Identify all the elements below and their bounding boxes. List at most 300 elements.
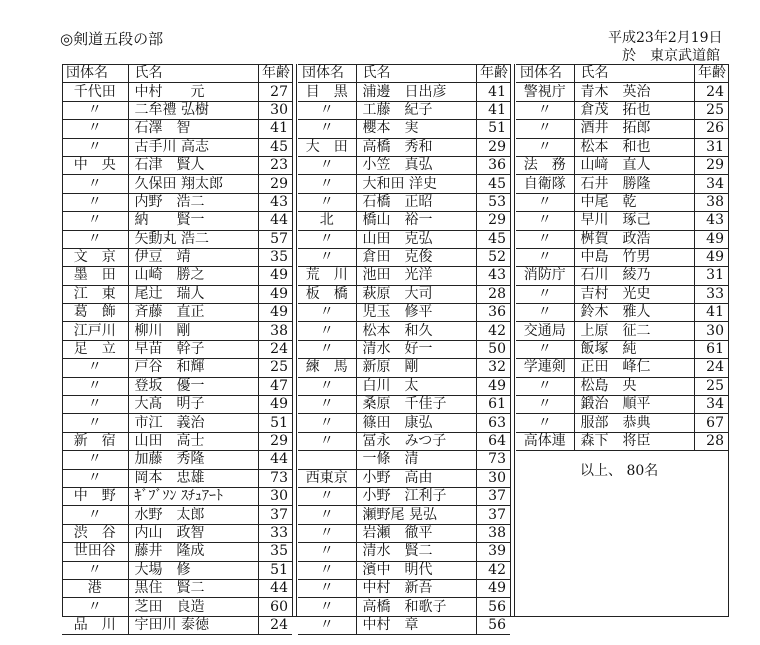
table-row [298, 432, 510, 450]
age-cell: 29 [258, 175, 292, 193]
roster-table-2 [298, 64, 510, 635]
age-cell: 30 [694, 322, 728, 340]
name-cell: 萩原 大司 [356, 285, 476, 303]
table-row [516, 396, 728, 414]
age-header: 年齢 [258, 65, 292, 83]
group-cell: 〃 [298, 487, 356, 505]
participant-total: 以上、 80名 [580, 463, 659, 479]
table-row [62, 304, 292, 322]
group-cell: 〃 [298, 396, 356, 414]
name-cell: 戸谷 和輝 [128, 359, 258, 377]
name-cell: 大髙 明子 [128, 396, 258, 414]
table-row [516, 83, 728, 101]
name-cell: 矢動丸 浩二 [128, 230, 258, 248]
group-cell: 〃 [298, 616, 356, 634]
name-cell: 石津 賢人 [128, 156, 258, 174]
table-row [516, 322, 728, 340]
name-cell: 小笠 真弘 [356, 156, 476, 174]
age-cell: 49 [476, 377, 510, 395]
age-cell: 51 [258, 414, 292, 432]
name-cell: 山崎 勝之 [128, 267, 258, 285]
group-cell: 墨 田 [62, 267, 128, 285]
age-cell: 63 [476, 414, 510, 432]
group-cell: 足 立 [62, 340, 128, 358]
table-row [298, 524, 510, 542]
group-cell: 〃 [516, 248, 574, 266]
group-cell: 〃 [62, 193, 128, 211]
table-row [298, 359, 510, 377]
name-cell: 山田 高士 [128, 432, 258, 450]
group-cell: 〃 [298, 377, 356, 395]
roster-table-3 [516, 64, 728, 451]
name-cell: 石橋 正昭 [356, 193, 476, 211]
age-cell: 34 [694, 396, 728, 414]
age-cell: 30 [258, 487, 292, 505]
name-cell: 桝賀 政浩 [574, 230, 694, 248]
group-cell: 〃 [516, 377, 574, 395]
age-cell: 29 [476, 212, 510, 230]
age-cell: 37 [476, 487, 510, 505]
age-cell: 35 [258, 248, 292, 266]
table-row [298, 83, 510, 101]
table-row [298, 561, 510, 579]
age-cell: 44 [258, 579, 292, 597]
group-cell: 品 川 [62, 616, 128, 634]
name-cell: 桑原 千佳子 [356, 396, 476, 414]
table-row [516, 138, 728, 156]
name-cell: 高橋 和歌子 [356, 598, 476, 616]
age-cell: 56 [476, 598, 510, 616]
name-cell: 古手川 高志 [128, 138, 258, 156]
group-cell: 中 野 [62, 487, 128, 505]
table-row [62, 230, 292, 248]
age-cell: 52 [476, 248, 510, 266]
name-cell: 篠田 康弘 [356, 414, 476, 432]
name-cell: 松本 和久 [356, 322, 476, 340]
group-cell: 〃 [298, 248, 356, 266]
age-cell: 49 [258, 304, 292, 322]
group-cell: 新 宿 [62, 432, 128, 450]
table-row [62, 101, 292, 119]
column-divider [296, 64, 297, 617]
name-cell: 伊豆 靖 [128, 248, 258, 266]
group-cell [298, 451, 356, 469]
group-cell: 〃 [298, 506, 356, 524]
name-cell: 宇田川 泰徳 [128, 616, 258, 634]
age-cell: 45 [258, 138, 292, 156]
group-cell: 港 [62, 579, 128, 597]
name-header: 氏名 [574, 65, 694, 83]
name-cell: 山﨑 直人 [574, 156, 694, 174]
group-cell: 〃 [298, 432, 356, 450]
name-cell: 大場 修 [128, 561, 258, 579]
group-cell: 江戸川 [62, 322, 128, 340]
name-cell: 内山 政智 [128, 524, 258, 542]
group-cell: 葛 飾 [62, 304, 128, 322]
table-row [516, 340, 728, 358]
name-cell: 石澤 智 [128, 120, 258, 138]
age-cell: 41 [476, 83, 510, 101]
group-cell: 〃 [298, 230, 356, 248]
group-cell: 〃 [298, 101, 356, 119]
name-cell: 新原 剛 [356, 359, 476, 377]
name-cell: 青木 英治 [574, 83, 694, 101]
age-cell: 29 [258, 432, 292, 450]
name-cell: 清水 好一 [356, 340, 476, 358]
table-row [62, 212, 292, 230]
age-cell: 30 [476, 469, 510, 487]
age-cell: 38 [476, 524, 510, 542]
group-cell: 〃 [62, 561, 128, 579]
age-header: 年齢 [694, 65, 728, 83]
name-cell: 中島 竹男 [574, 248, 694, 266]
table-row [62, 340, 292, 358]
table-row [62, 579, 292, 597]
name-cell: 櫻本 実 [356, 120, 476, 138]
table-row [298, 598, 510, 616]
name-cell: 岡本 忠雄 [128, 469, 258, 487]
group-cell: 〃 [516, 304, 574, 322]
age-cell: 28 [476, 285, 510, 303]
name-cell: 中村 章 [356, 616, 476, 634]
group-cell: 大 田 [298, 138, 356, 156]
group-cell: 荒 川 [298, 267, 356, 285]
group-cell: 〃 [298, 304, 356, 322]
table-row [516, 248, 728, 266]
table-row [62, 561, 292, 579]
group-cell: 板 橋 [298, 285, 356, 303]
event-venue: 於 東京武道館 [622, 48, 720, 64]
name-cell: 森下 将臣 [574, 432, 694, 450]
table-row [62, 193, 292, 211]
table-row [298, 377, 510, 395]
table-row [298, 212, 510, 230]
table-header-row [298, 65, 510, 83]
group-cell: 〃 [516, 212, 574, 230]
name-cell: 橋山 裕一 [356, 212, 476, 230]
table-row [298, 120, 510, 138]
table-row [516, 212, 728, 230]
group-cell: 〃 [62, 120, 128, 138]
group-cell: 文 京 [62, 248, 128, 266]
name-cell: 大和田 洋史 [356, 175, 476, 193]
name-cell: ｷﾞﾌﾞｿﾝ ｽﾁｭｱｰﾄ [128, 487, 258, 505]
table-row [298, 451, 510, 469]
group-cell: 〃 [62, 359, 128, 377]
table-row [298, 304, 510, 322]
age-cell: 44 [258, 451, 292, 469]
age-cell: 36 [476, 156, 510, 174]
age-cell: 49 [258, 267, 292, 285]
table-row [298, 340, 510, 358]
name-cell: 白川 太 [356, 377, 476, 395]
table-row [516, 175, 728, 193]
group-cell: 〃 [298, 414, 356, 432]
age-cell: 23 [258, 156, 292, 174]
table-row [298, 193, 510, 211]
name-cell: 石井 勝隆 [574, 175, 694, 193]
age-cell: 33 [694, 285, 728, 303]
age-cell: 24 [694, 359, 728, 377]
name-cell: 鈴木 雅人 [574, 304, 694, 322]
age-cell: 29 [476, 138, 510, 156]
name-cell: 小野 高由 [356, 469, 476, 487]
name-cell: 冨永 みつ子 [356, 432, 476, 450]
group-cell: 〃 [62, 138, 128, 156]
age-cell: 45 [476, 175, 510, 193]
group-header: 団体名 [62, 65, 128, 83]
table-row [62, 524, 292, 542]
group-cell: 〃 [298, 193, 356, 211]
name-cell: 斉藤 直正 [128, 304, 258, 322]
group-cell: 学連剣 [516, 359, 574, 377]
group-cell: 〃 [298, 561, 356, 579]
name-cell: 瀬野尾 晃弘 [356, 506, 476, 524]
name-cell: 加藤 秀隆 [128, 451, 258, 469]
name-cell: 内野 浩二 [128, 193, 258, 211]
table-row [298, 322, 510, 340]
group-header: 団体名 [516, 65, 574, 83]
group-cell: 法 務 [516, 156, 574, 174]
table-row [62, 469, 292, 487]
table-row [62, 322, 292, 340]
name-cell: 正田 峰仁 [574, 359, 694, 377]
name-cell: 納 賢一 [128, 212, 258, 230]
group-cell: 〃 [298, 322, 356, 340]
name-cell: 池田 光洋 [356, 267, 476, 285]
age-cell: 36 [476, 304, 510, 322]
name-cell: 工藤 紀子 [356, 101, 476, 119]
table-row [62, 616, 292, 634]
group-cell: 警視庁 [516, 83, 574, 101]
name-cell: 久保田 翔太郎 [128, 175, 258, 193]
group-cell: 渋 谷 [62, 524, 128, 542]
age-cell: 49 [258, 396, 292, 414]
table-row [62, 267, 292, 285]
name-cell: 市江 義治 [128, 414, 258, 432]
group-cell: 〃 [516, 120, 574, 138]
table-row [298, 579, 510, 597]
roster-table-1 [62, 64, 292, 635]
name-cell: 藤井 隆成 [128, 543, 258, 561]
table-row [298, 267, 510, 285]
name-cell: 松本 和也 [574, 138, 694, 156]
group-cell: 世田谷 [62, 543, 128, 561]
table-row [62, 175, 292, 193]
name-cell: 吉村 光史 [574, 285, 694, 303]
table-row [62, 598, 292, 616]
name-cell: 中村 元 [128, 83, 258, 101]
age-cell: 25 [258, 359, 292, 377]
table-row [516, 359, 728, 377]
age-cell: 39 [476, 543, 510, 561]
name-cell: 上原 征二 [574, 322, 694, 340]
name-cell: 柳川 剛 [128, 322, 258, 340]
age-cell: 67 [694, 414, 728, 432]
age-cell: 34 [694, 175, 728, 193]
name-cell: 二牟禮 弘樹 [128, 101, 258, 119]
table-header-row [516, 65, 728, 83]
page-title: ◎剣道五段の部 [60, 30, 164, 48]
table-row [62, 451, 292, 469]
name-cell: 倉田 克俊 [356, 248, 476, 266]
table-row [298, 248, 510, 266]
age-cell: 60 [258, 598, 292, 616]
group-cell: 〃 [516, 414, 574, 432]
group-cell: 交通局 [516, 322, 574, 340]
name-cell: 酒井 拓郎 [574, 120, 694, 138]
age-cell: 42 [476, 561, 510, 579]
table-row [62, 359, 292, 377]
age-cell: 30 [258, 101, 292, 119]
group-cell: 〃 [516, 285, 574, 303]
table-row [516, 377, 728, 395]
group-cell: 中 央 [62, 156, 128, 174]
name-cell: 高橋 秀和 [356, 138, 476, 156]
name-cell: 小野 江利子 [356, 487, 476, 505]
table-row [62, 487, 292, 505]
group-cell: 自衛隊 [516, 175, 574, 193]
age-cell: 73 [476, 451, 510, 469]
table-row [516, 193, 728, 211]
table-row [298, 101, 510, 119]
group-cell: 〃 [62, 414, 128, 432]
age-cell: 42 [476, 322, 510, 340]
group-cell: 目 黒 [298, 83, 356, 101]
group-cell: 〃 [62, 212, 128, 230]
age-cell: 31 [694, 138, 728, 156]
table-row [298, 506, 510, 524]
table-row [62, 543, 292, 561]
age-cell: 64 [476, 432, 510, 450]
name-header: 氏名 [128, 65, 258, 83]
table-row [298, 543, 510, 561]
name-cell: 児玉 修平 [356, 304, 476, 322]
name-cell: 鍛治 順平 [574, 396, 694, 414]
age-cell: 33 [258, 524, 292, 542]
table-row [516, 156, 728, 174]
frame-right-border [728, 64, 729, 617]
name-cell: 石川 綾乃 [574, 267, 694, 285]
age-cell: 38 [694, 193, 728, 211]
age-cell: 31 [694, 267, 728, 285]
name-cell: 濱中 明代 [356, 561, 476, 579]
table-row [516, 120, 728, 138]
table-row [516, 230, 728, 248]
group-cell: 〃 [62, 506, 128, 524]
table-row [62, 432, 292, 450]
name-cell: 倉茂 拓也 [574, 101, 694, 119]
table-row [62, 248, 292, 266]
age-cell: 41 [694, 304, 728, 322]
table-row [62, 138, 292, 156]
age-cell: 57 [258, 230, 292, 248]
group-cell: 〃 [298, 579, 356, 597]
age-cell: 41 [258, 120, 292, 138]
group-cell: 〃 [62, 469, 128, 487]
age-cell: 28 [694, 432, 728, 450]
name-cell: 服部 恭典 [574, 414, 694, 432]
column-divider [510, 64, 511, 617]
table-row [516, 285, 728, 303]
table-row [516, 432, 728, 450]
table-row [516, 101, 728, 119]
age-cell: 32 [476, 359, 510, 377]
table-row [62, 156, 292, 174]
group-cell: 〃 [62, 101, 128, 119]
name-cell: 早苗 幹子 [128, 340, 258, 358]
group-cell: 消防庁 [516, 267, 574, 285]
table-row [516, 267, 728, 285]
group-cell: 練 馬 [298, 359, 356, 377]
group-cell: 江 東 [62, 285, 128, 303]
group-cell: 〃 [62, 175, 128, 193]
group-cell: 高体連 [516, 432, 574, 450]
group-cell: 〃 [516, 340, 574, 358]
age-cell: 56 [476, 616, 510, 634]
name-cell: 山田 克弘 [356, 230, 476, 248]
table-row [62, 506, 292, 524]
name-header: 氏名 [356, 65, 476, 83]
age-cell: 73 [258, 469, 292, 487]
age-cell: 25 [694, 101, 728, 119]
table-row [298, 230, 510, 248]
table-row [298, 616, 510, 634]
table-row [298, 396, 510, 414]
group-cell: 〃 [298, 340, 356, 358]
age-cell: 50 [476, 340, 510, 358]
group-cell: 〃 [62, 396, 128, 414]
group-cell: 〃 [298, 156, 356, 174]
age-cell: 49 [476, 579, 510, 597]
age-cell: 25 [694, 377, 728, 395]
age-cell: 24 [258, 616, 292, 634]
group-cell: 〃 [516, 396, 574, 414]
table-row [298, 175, 510, 193]
age-cell: 53 [476, 193, 510, 211]
table-row [62, 377, 292, 395]
age-cell: 29 [694, 156, 728, 174]
age-cell: 61 [694, 340, 728, 358]
group-cell: 〃 [298, 524, 356, 542]
table-row [298, 414, 510, 432]
name-cell: 水野 太郎 [128, 506, 258, 524]
name-cell: 登坂 優一 [128, 377, 258, 395]
age-cell: 41 [476, 101, 510, 119]
table-row [62, 285, 292, 303]
age-cell: 49 [258, 285, 292, 303]
group-cell: 〃 [62, 451, 128, 469]
group-cell: 〃 [62, 598, 128, 616]
table-row [298, 469, 510, 487]
column-divider [292, 64, 293, 617]
group-cell: 〃 [298, 598, 356, 616]
group-cell: 〃 [298, 120, 356, 138]
name-cell: 浦邊 日出彦 [356, 83, 476, 101]
age-cell: 51 [258, 561, 292, 579]
name-cell: 清水 賢二 [356, 543, 476, 561]
age-cell: 43 [258, 193, 292, 211]
age-cell: 49 [694, 248, 728, 266]
table-row [298, 138, 510, 156]
table-row [516, 304, 728, 322]
age-cell: 26 [694, 120, 728, 138]
age-cell: 38 [258, 322, 292, 340]
name-cell: 芝田 良造 [128, 598, 258, 616]
age-cell: 24 [258, 340, 292, 358]
group-header: 団体名 [298, 65, 356, 83]
group-cell: 〃 [516, 138, 574, 156]
